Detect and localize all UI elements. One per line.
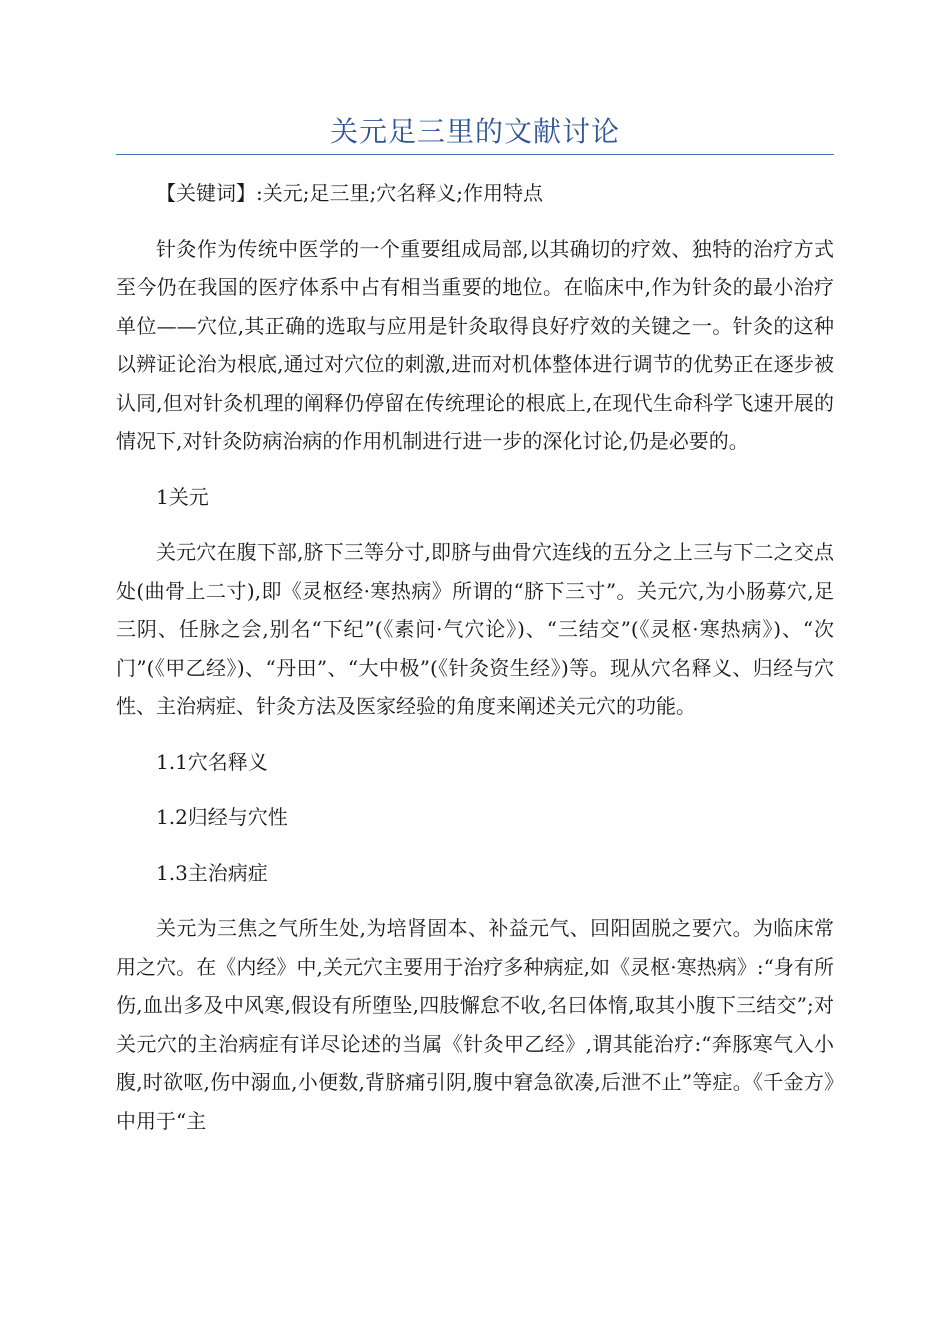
subsection-heading-name: 1.1穴名释义 — [156, 749, 268, 774]
document-title: 关元足三里的文献讨论 — [329, 115, 620, 148]
section-heading-guanyuan: 1关元 — [156, 484, 209, 509]
keywords-line: 【关键词】:关元;足三里;穴名释义;作用特点 — [156, 181, 543, 205]
indications-paragraph: 关元为三焦之气所生处,为培肾固本、补益元气、回阳固脱之要穴。为临床常用之穴。在《内经》中,关元穴主要用于治疗多种病症,如《灵枢·寒热病》:“身有所伤,血出多及中风寒,假设有所堕坠,四肢懈怠不收,名曰体惰,取其小腹下三结交”;对关元穴的主治病症有详尽论述的当属《针灸甲乙经》,谓其能治疗:“奔豚寒气入小腹,时欲呕,伤中溺血,小便数,背脐痛引阴,腹中窘急欲凑,后泄不止”等症。《千金方》中用于“主 — [116, 916, 834, 1133]
subsection-heading-indications: 1.3主治病症 — [156, 860, 268, 885]
subsection-heading-meridian: 1.2归经与穴性 — [156, 805, 288, 829]
title-underline — [116, 154, 834, 155]
guanyuan-location-paragraph: 关元穴在腹下部,脐下三等分寸,即脐与曲骨穴连线的五分之上三与下二之交点处(曲骨上二寸),即《灵枢经·寒热病》所谓的“脐下三寸”。关元穴,为小肠募穴,足三阴、任脉之会,别名“下纪”(《素问·气穴论》)、“三结交”(《灵枢·寒热病》)、“次门”(《甲乙经》)、“丹田”、“大中极”(《针灸资生经》)等。现从穴名释义、归经与穴性、主治病症、针灸方法及医家经验的角度来阐述关元穴的功能。 — [116, 540, 834, 718]
intro-paragraph: 针灸作为传统中医学的一个重要组成局部,以其确切的疗效、独特的治疗方式至今仍在我国的医疗体系中占有相当重要的地位。在临床中,作为针灸的最小治疗单位——穴位,其正确的选取与应用是针灸取得良好疗效的关键之一。针灸的这种以辨证论治为根底,通过对穴位的刺激,进而对机体整体进行调节的优势正在逐步被认同,但对针灸机理的阐释仍停留在传统理论的根底上,在现代生命科学飞速开展的情况下,对针灸防病治病的作用机制进行进一步的深化讨论,仍是必要的。 — [116, 236, 834, 453]
document-body — [116, 174, 834, 1157]
